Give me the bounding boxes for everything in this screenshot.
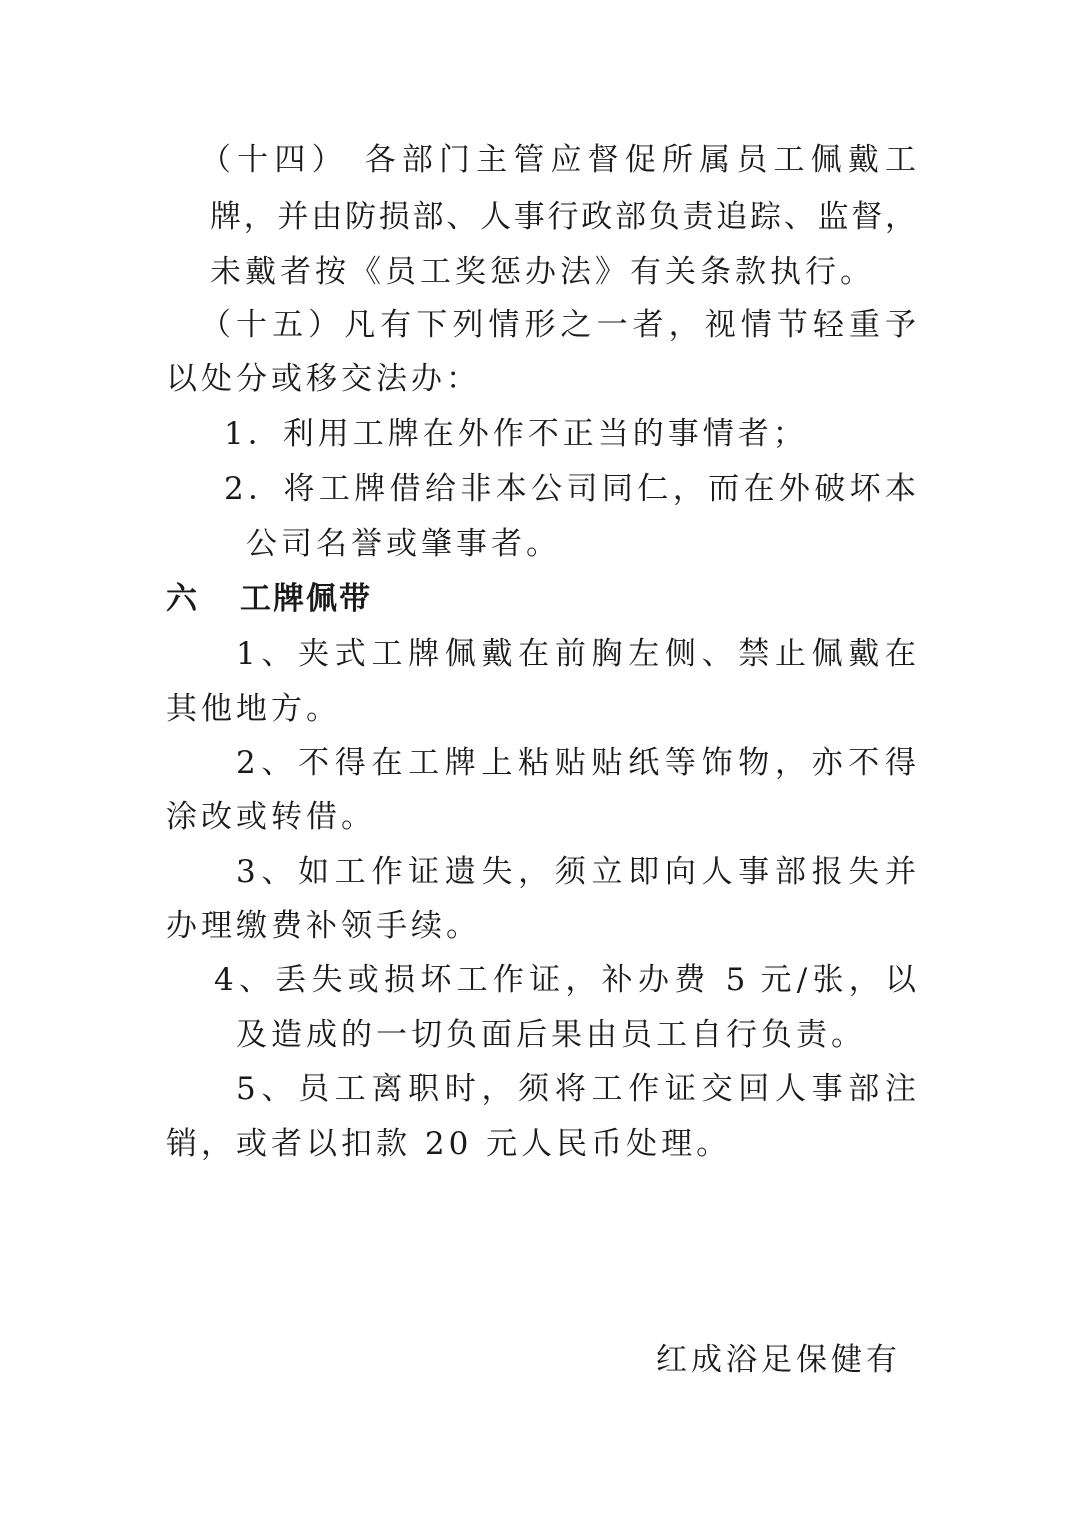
rule-2-line-1: 2、不得在工牌上粘贴贴纸等饰物，亦不得: [236, 745, 916, 781]
paragraph-15-line-2: 以处分或移交法办：: [166, 361, 481, 397]
rule-1-line-1: 1、夹式工牌佩戴在前胸左侧、禁止佩戴在: [236, 636, 916, 672]
rule-4-line-1: 4、丢失或损坏工作证，补办费 5 元/张，以: [214, 962, 916, 998]
paragraph-14-line-2: 牌，并由防损部、人事行政部负责追踪、监督，: [210, 199, 916, 235]
rule-1-line-2: 其他地方。: [166, 691, 341, 727]
list-item-1: 1．利用工牌在外作不正当的事情者；: [224, 416, 808, 452]
section-heading: [166, 579, 372, 619]
paragraph-15-line-1: （十五）凡有下列情形之一者，视情节轻重予: [200, 307, 916, 343]
rule-3-line-2: 办理缴费补领手续。: [166, 908, 481, 944]
rule-2-line-2: 涂改或转借。: [166, 799, 376, 835]
list-item-2-line-2: 公司名誉或肇事者。: [246, 526, 561, 562]
paragraph-14-line-3: 未戴者按《员工奖惩办法》有关条款执行。: [210, 254, 875, 290]
rule-5-line-2: 销，或者以扣款 20 元人民币处理。: [166, 1126, 732, 1162]
section-title: 工牌佩带: [240, 581, 372, 617]
rule-5-line-1: 5、员工离职时，须将工作证交回人事部注: [236, 1071, 916, 1107]
rule-3-line-1: 3、如工作证遗失，须立即向人事部报失并: [236, 854, 916, 890]
rule-4-line-2: 及造成的一切负面后果由员工自行负责。: [236, 1017, 866, 1053]
paragraph-14-line-1: （十四） 各部门主管应督促所属员工佩戴工: [200, 142, 916, 178]
list-item-2-line-1: 2．将工牌借给非本公司同仁，而在外破坏本: [224, 471, 916, 507]
section-number: 六: [166, 581, 199, 617]
footer-signature: 红成浴足保健有: [656, 1342, 901, 1378]
